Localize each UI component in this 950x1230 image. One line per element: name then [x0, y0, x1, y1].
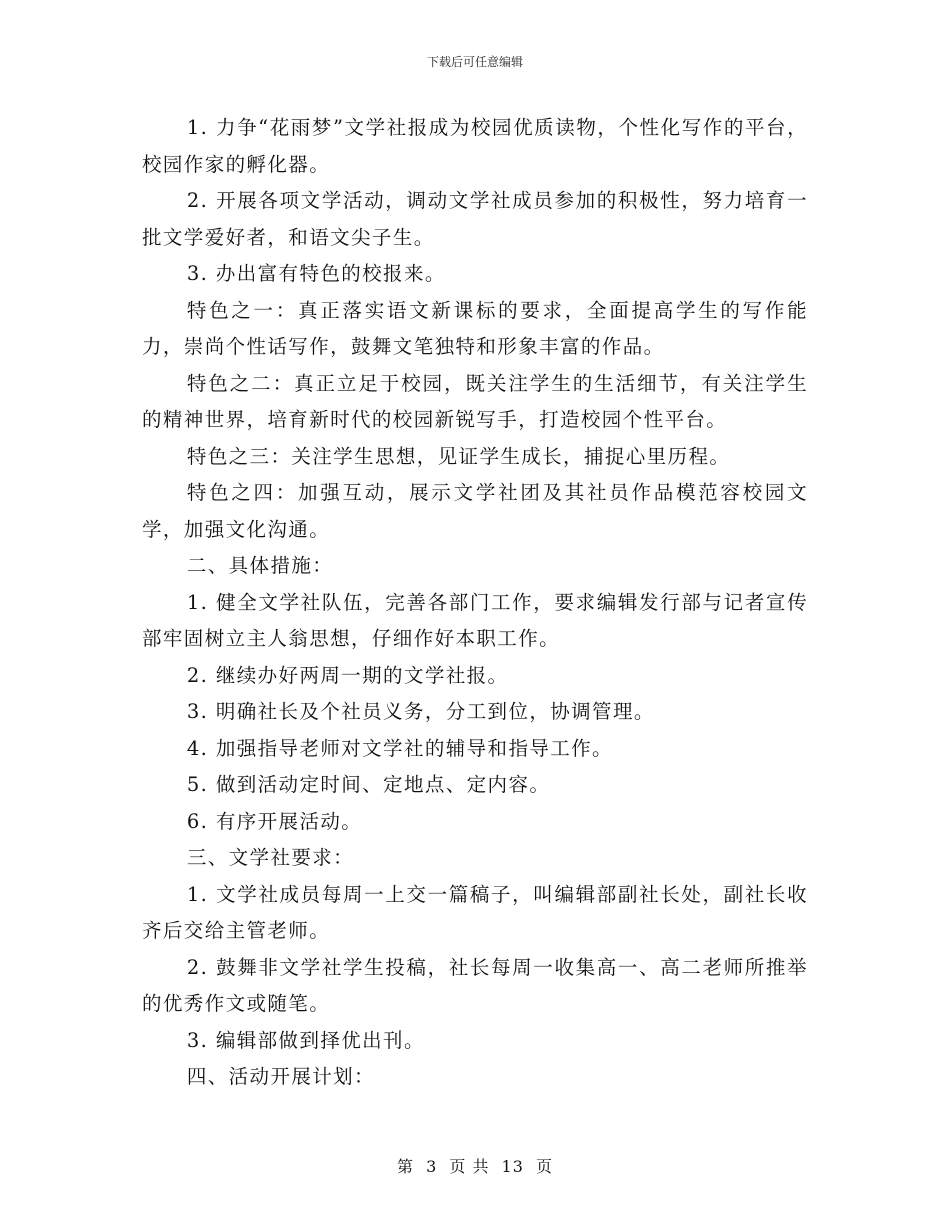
page-header: 下载后可任意编辑 — [426, 55, 523, 69]
paragraph-goal-1: 1. 力争“花雨梦”文学社报成为校园优质读物，个性化写作的平台，校园作家的孵化器。 — [142, 116, 808, 176]
paragraph-measure-1: 1. 健全文学社队伍，完善各部门工作，要求编辑发行部与记者宣传部牢固树立主人翁思想，仔细作好本职工作。 — [142, 590, 808, 650]
page-footer — [0, 1154, 950, 1177]
paragraph-feature-1: 特色之一：真正落实语文新课标的要求，全面提高学生的写作能力，崇尚个性话写作，鼓舞文笔独特和形象丰富的作品。 — [142, 298, 808, 358]
paragraph-requirement-2: 2. 鼓舞非文学社学生投稿，社长每周一收集高一、高二老师所推举的优秀作文或随笔。 — [142, 955, 808, 1015]
section-heading-plan: 四、活动开展计划： — [186, 1065, 375, 1088]
footer-middle: 页 共 — [449, 1157, 490, 1176]
document-body — [142, 110, 808, 1096]
paragraph-measure-2: 2. 继续办好两周一期的文学社报。 — [186, 663, 509, 687]
paragraph-measure-3: 3. 明确社长及个社员义务，分工到位，协调管理。 — [186, 700, 655, 723]
paragraph-requirement-1: 1. 文学社成员每周一上交一篇稿子，叫编辑部副社长处，副社长收齐后交给主管老师。 — [142, 882, 808, 942]
paragraph-goal-2: 2. 开展各项文学活动，调动文学社成员参加的积极性，努力培育一批文学爱好者，和语文尖子生。 — [142, 189, 808, 249]
paragraph-feature-3: 特色之三：关注学生思想，见证学生成长，捕捉心里历程。 — [186, 444, 731, 468]
paragraph-feature-2: 特色之二：真正立足于校园，既关注学生的生活细节，有关注学生的精神世界，培育新时代的校园新锐写手，打造校园个性平台。 — [142, 371, 808, 431]
footer-page-number: 3 — [426, 1157, 438, 1176]
footer-prefix: 第 — [396, 1157, 414, 1176]
section-heading-measures: 二、具体措施： — [186, 554, 334, 577]
footer-suffix: 页 — [536, 1157, 554, 1176]
paragraph-measure-4: 4. 加强指导老师对文学社的辅导和指导工作。 — [186, 736, 613, 760]
section-heading-requirements: 三、文学社要求： — [186, 846, 355, 869]
paragraph-feature-4: 特色之四：加强互动，展示文学社团及其社员作品模范容校园文学，加强文化沟通。 — [142, 481, 808, 541]
paragraph-measure-6: 6. 有序开展活动。 — [186, 809, 363, 833]
paragraph-goal-3: 3. 办出富有特色的校报来。 — [186, 262, 446, 285]
paragraph-requirement-3: 3. 编辑部做到择优出刊。 — [186, 1028, 425, 1052]
paragraph-measure-5: 5. 做到活动定时间、定地点、定内容。 — [186, 773, 551, 796]
footer-total-pages: 13 — [501, 1157, 524, 1176]
